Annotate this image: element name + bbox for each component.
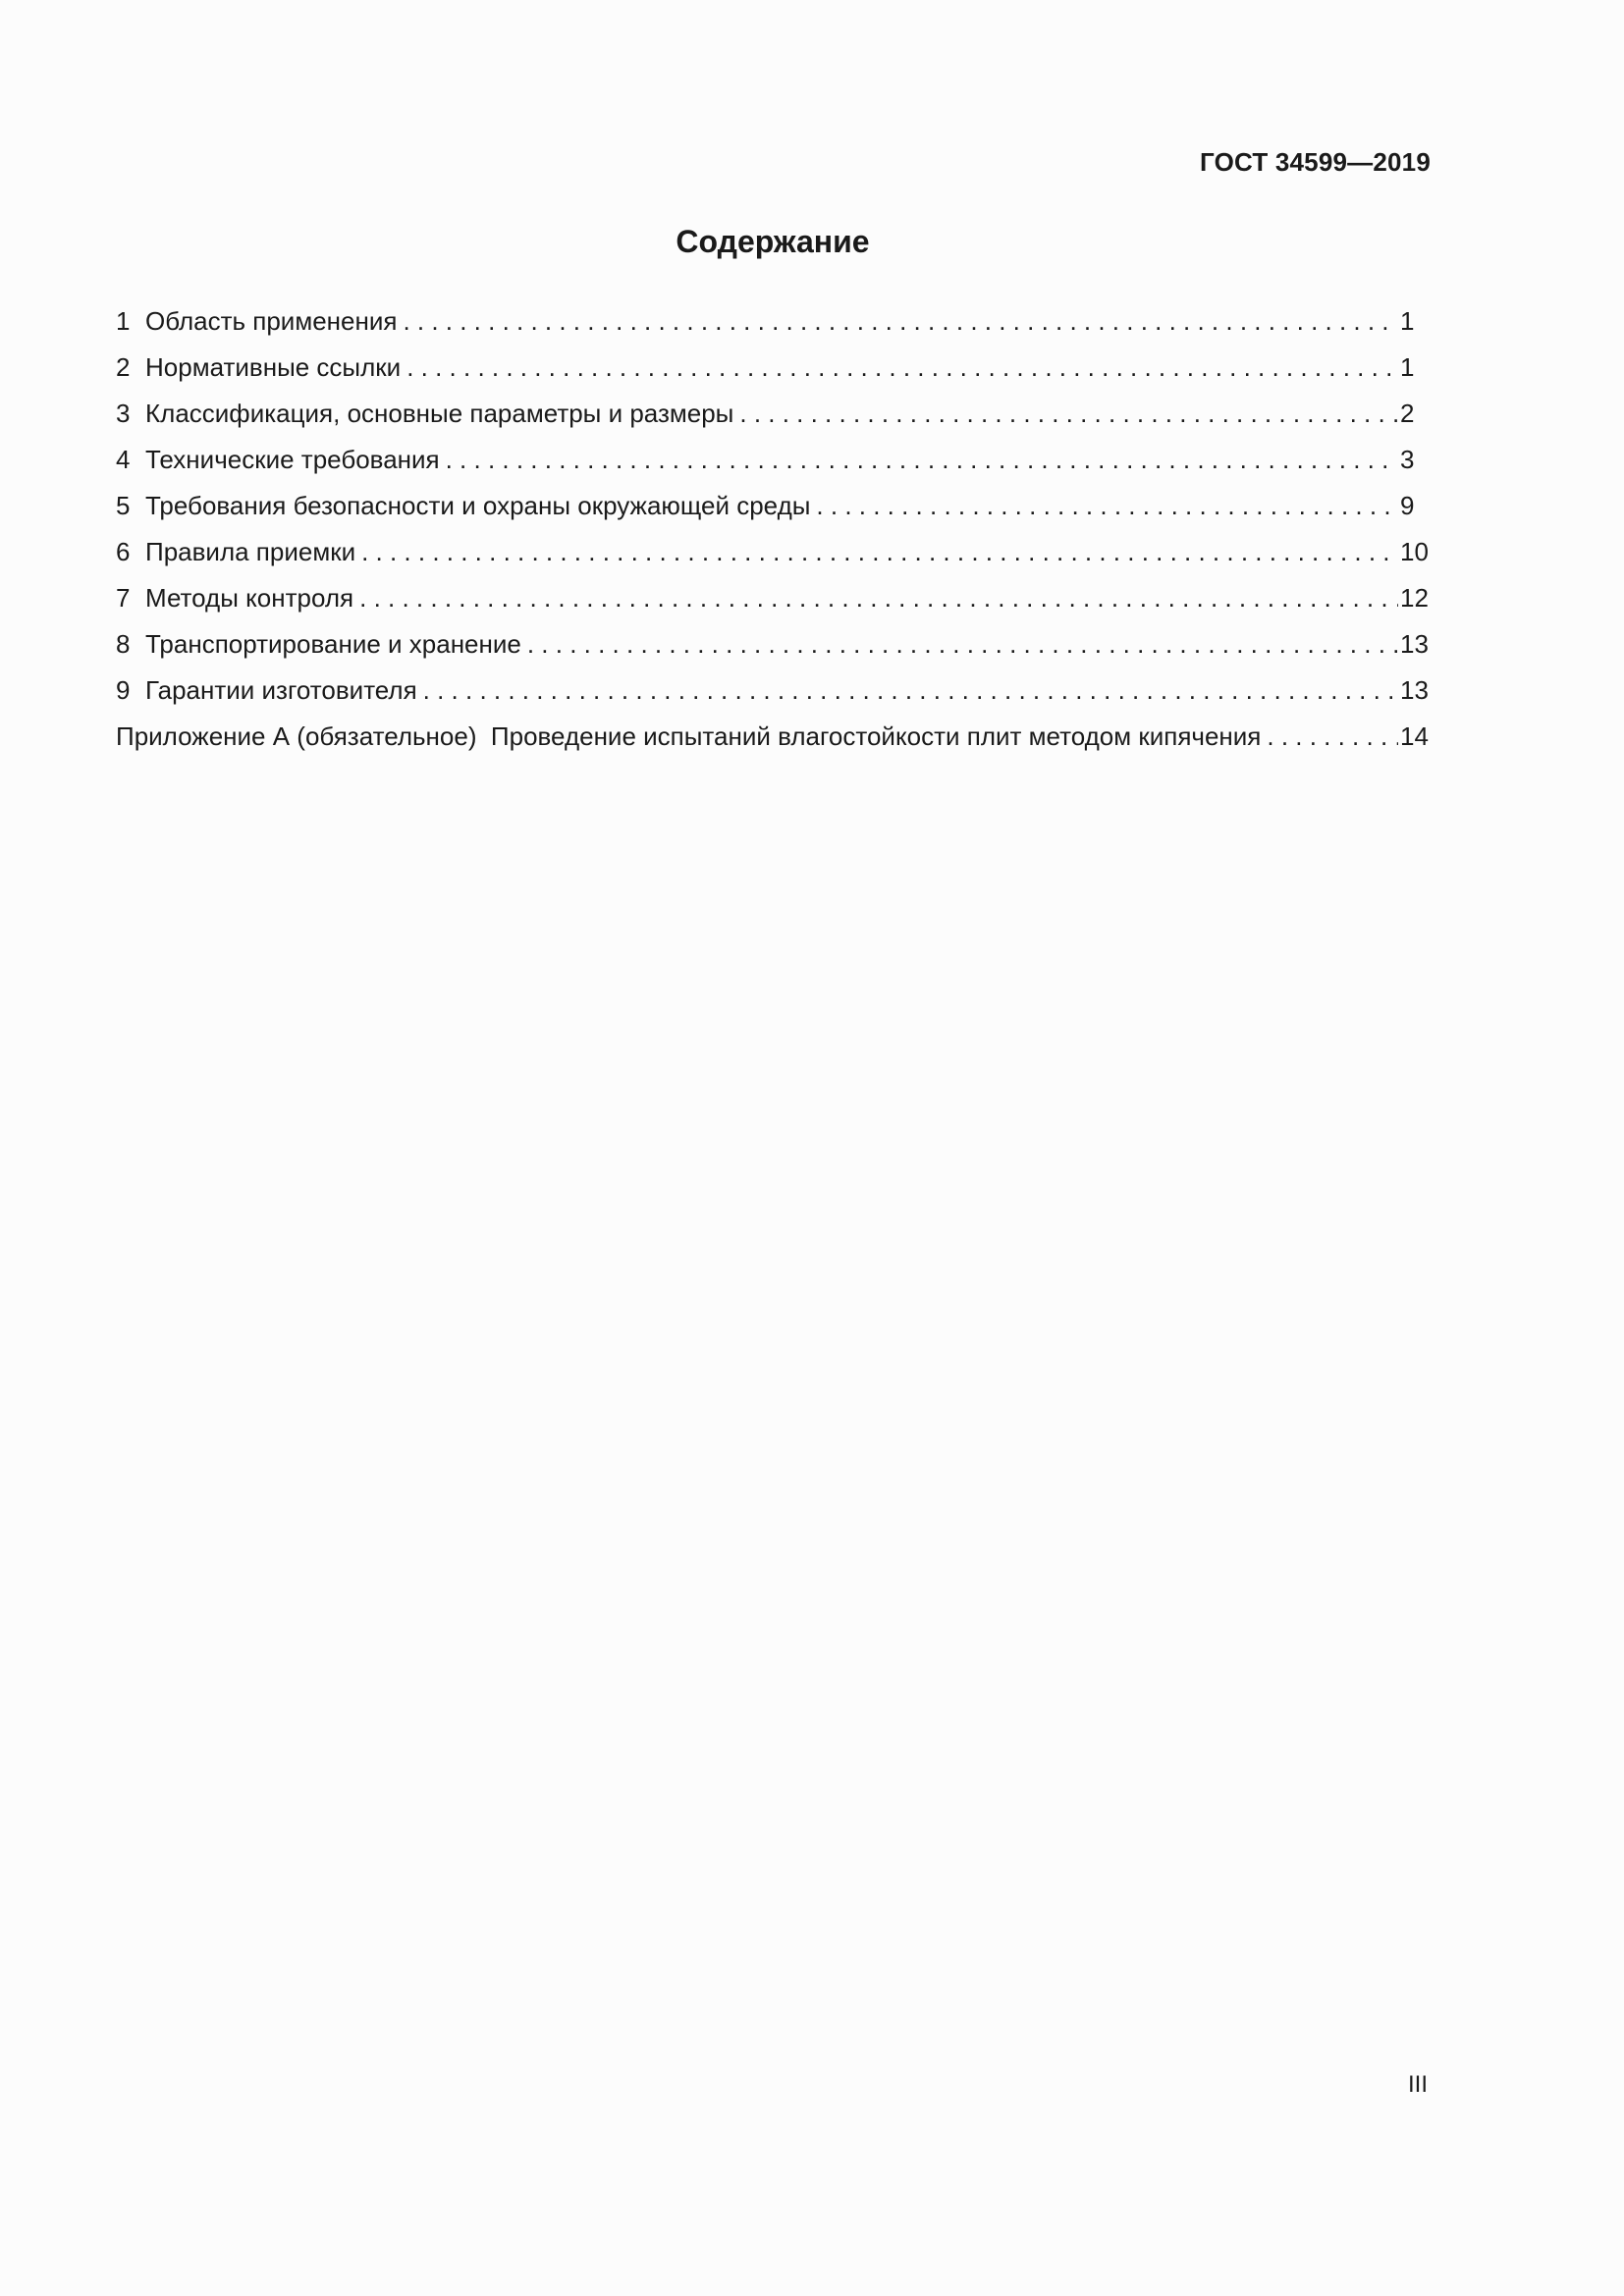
toc-entry-1[interactable] — [116, 306, 1432, 352]
toc-entry-label: Область применения — [145, 306, 398, 336]
toc-entry-number: 8 — [116, 629, 131, 659]
toc-entry-page: 12 — [1400, 583, 1429, 613]
toc-entry-page: 1 — [1400, 306, 1415, 336]
toc-entry-3[interactable] — [116, 399, 1432, 445]
toc-entry-number: 2 — [116, 352, 131, 382]
document-code: ГОСТ 34599—2019 — [1200, 147, 1431, 177]
toc-leader-dots — [403, 306, 1398, 337]
toc-entry-page: 13 — [1400, 675, 1429, 705]
toc-entry-appendix-a[interactable] — [116, 721, 1432, 768]
toc-appendix-label: Приложение А (обязательное) Проведение испытаний влагостойкости плит методом кипячения — [116, 721, 1262, 751]
toc-entry-8[interactable] — [116, 629, 1432, 675]
toc-entry-page: 2 — [1400, 399, 1415, 428]
table-of-contents — [116, 306, 1432, 768]
toc-entry-number: 1 — [116, 306, 131, 336]
toc-entry-label: Классификация, основные параметры и размеры — [145, 399, 734, 428]
toc-entry-5[interactable] — [116, 491, 1432, 537]
toc-entry-6[interactable] — [116, 537, 1432, 583]
toc-entry-number: 4 — [116, 445, 131, 474]
toc-leader-dots — [816, 491, 1398, 521]
toc-entry-page: 13 — [1400, 629, 1429, 659]
toc-entry-page: 3 — [1400, 445, 1415, 474]
page-number: III — [1407, 2071, 1428, 2098]
toc-leader-dots — [739, 399, 1398, 429]
toc-entry-label: Гарантии изготовителя — [145, 675, 417, 705]
toc-entry-label: Методы контроля — [145, 583, 354, 613]
toc-entry-number: 9 — [116, 675, 131, 705]
toc-entry-4[interactable] — [116, 445, 1432, 491]
toc-entry-label: Требования безопасности и охраны окружающей среды — [145, 491, 811, 520]
toc-leader-dots — [527, 629, 1398, 660]
toc-entry-label: Транспортирование и хранение — [145, 629, 521, 659]
toc-entry-page: 9 — [1400, 491, 1415, 520]
toc-leader-dots — [361, 537, 1398, 567]
toc-leader-dots — [1267, 721, 1398, 752]
toc-entry-number: 7 — [116, 583, 131, 613]
toc-entry-9[interactable] — [116, 675, 1432, 721]
toc-entry-label: Технические требования — [145, 445, 440, 474]
toc-entry-7[interactable] — [116, 583, 1432, 629]
toc-entry-label: Правила приемки — [145, 537, 356, 566]
toc-entry-number: 5 — [116, 491, 131, 520]
toc-title: Содержание — [676, 224, 870, 259]
toc-leader-dots — [423, 675, 1398, 706]
toc-entry-page: 10 — [1400, 537, 1429, 566]
toc-appendix-page: 14 — [1400, 721, 1429, 751]
toc-leader-dots — [406, 352, 1398, 383]
toc-entry-page: 1 — [1400, 352, 1415, 382]
toc-entry-2[interactable] — [116, 352, 1432, 399]
toc-entry-number: 6 — [116, 537, 131, 566]
toc-entry-number: 3 — [116, 399, 131, 428]
toc-leader-dots — [446, 445, 1398, 475]
toc-leader-dots — [359, 583, 1398, 614]
toc-entry-label: Нормативные ссылки — [145, 352, 402, 382]
